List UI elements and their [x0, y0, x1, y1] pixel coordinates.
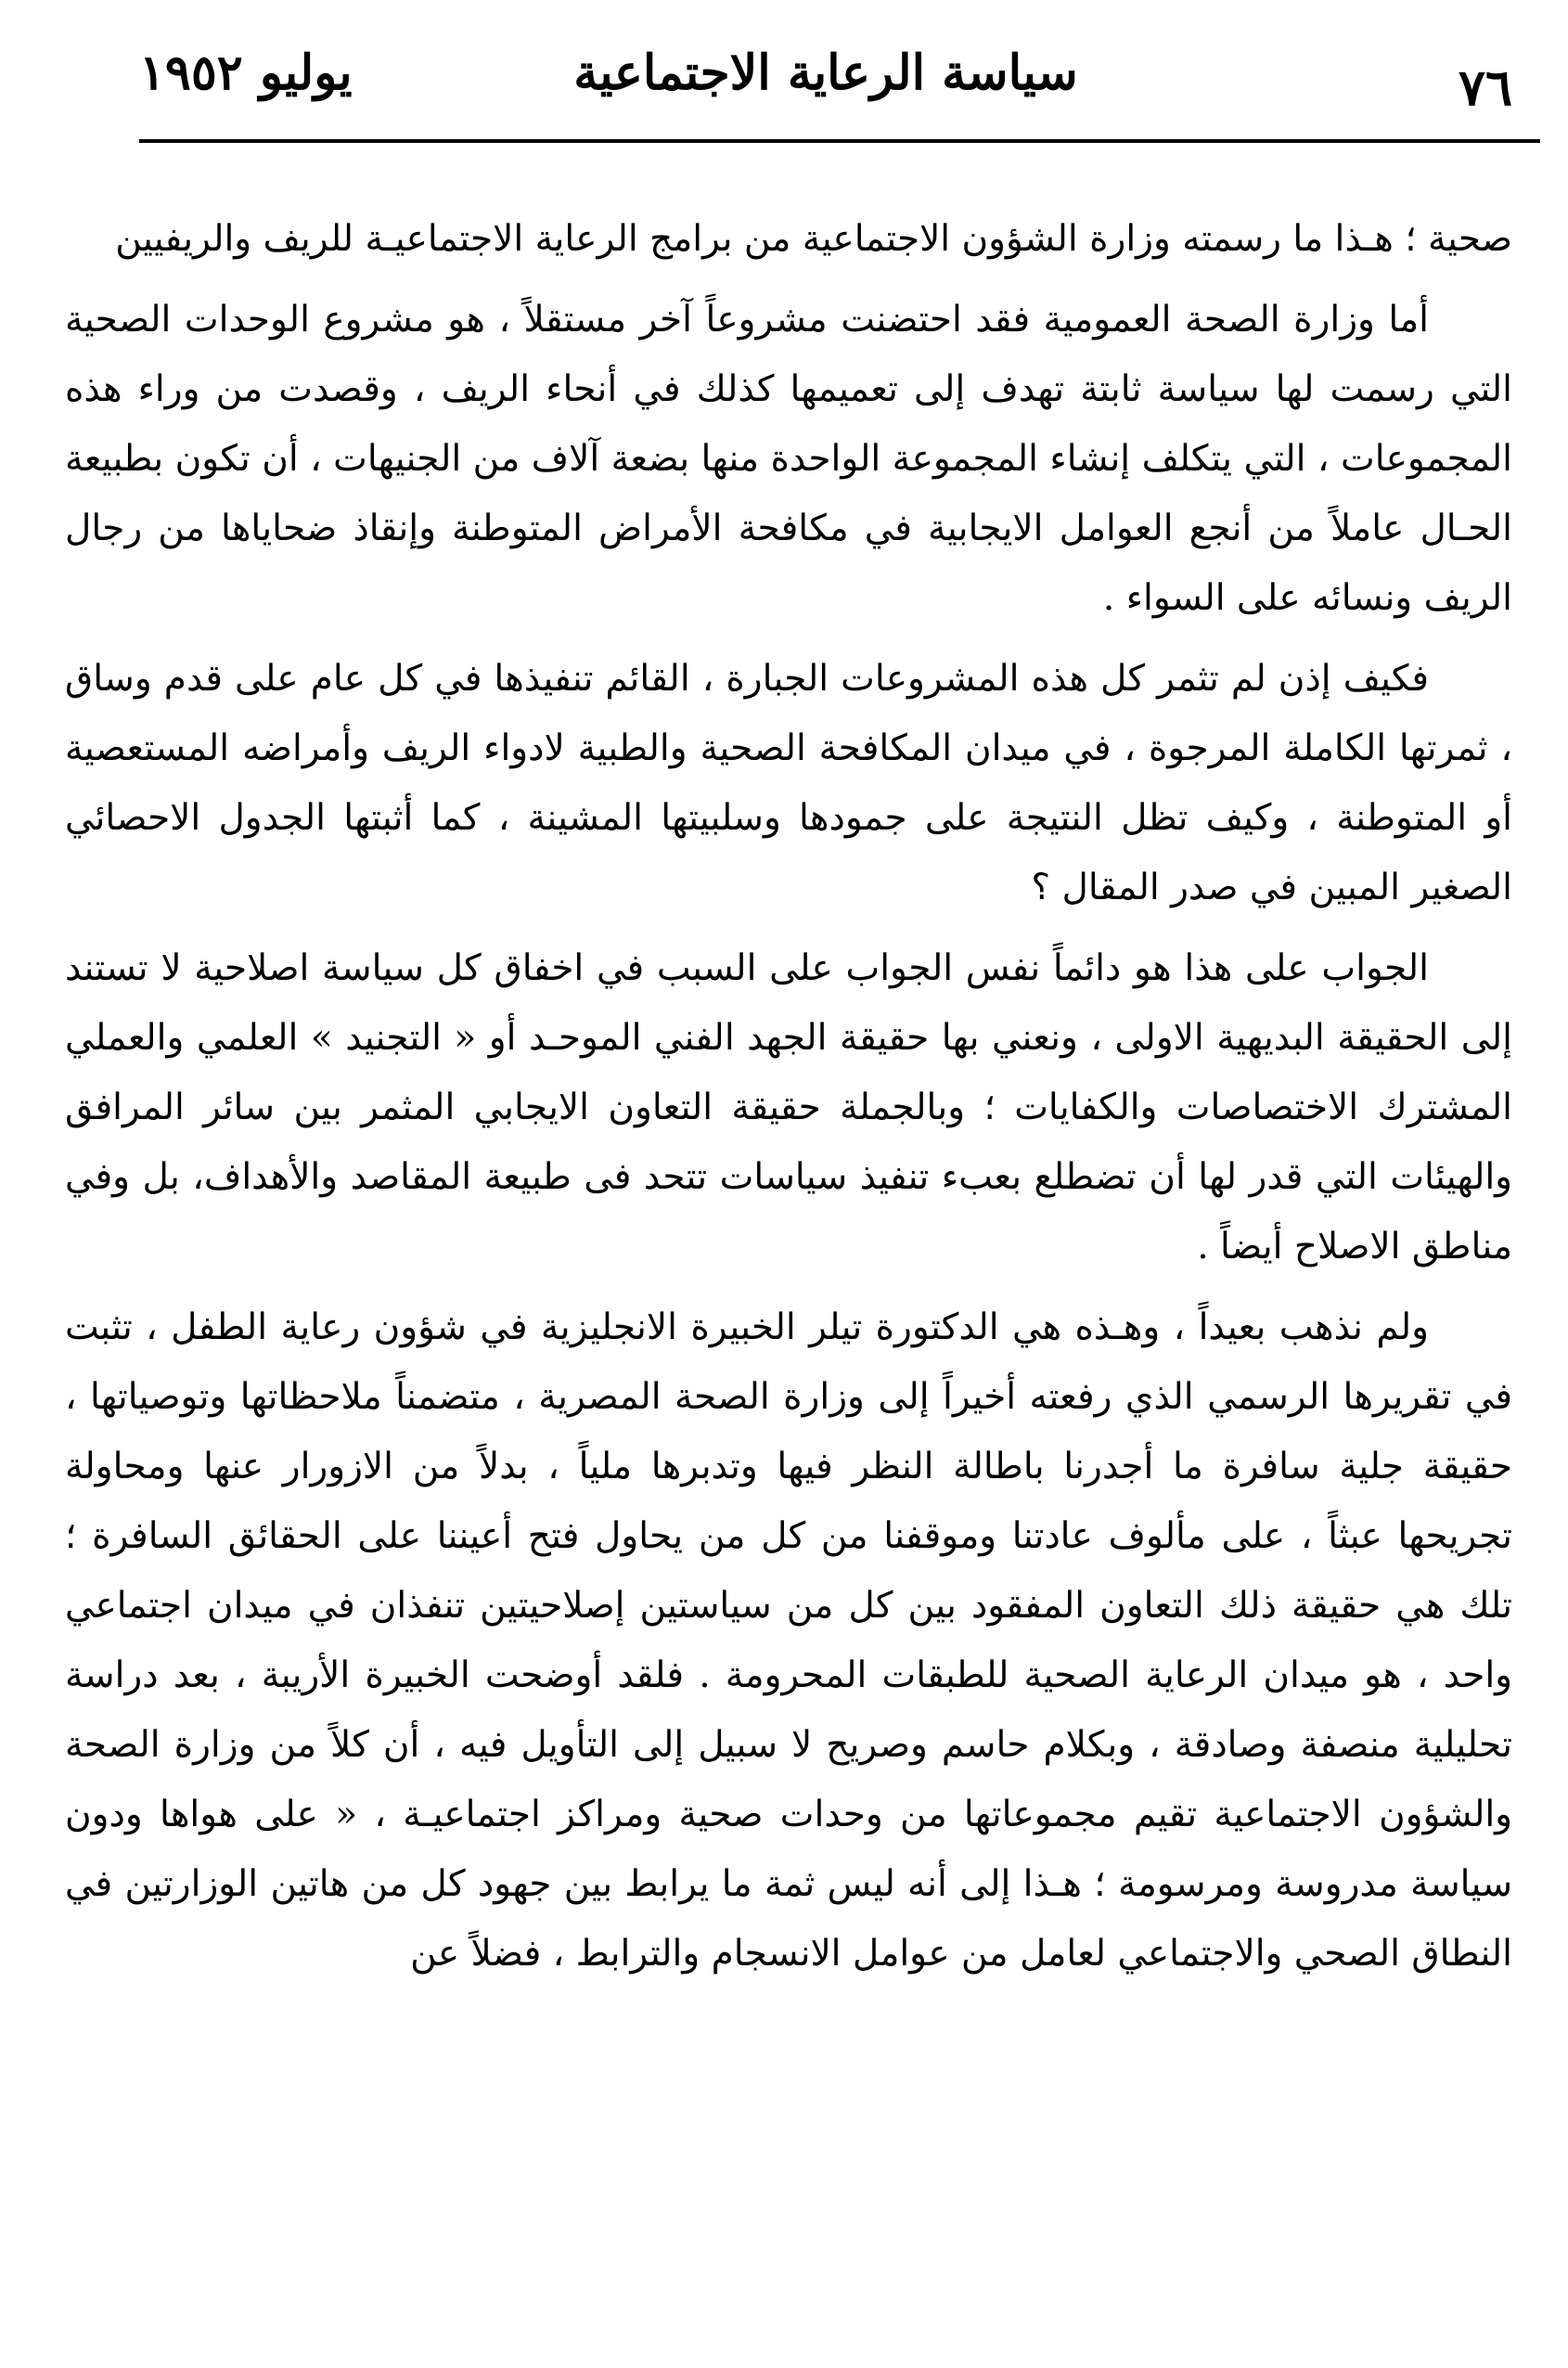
- page-number: ٧٦: [1458, 58, 1512, 117]
- running-head: [139, 26, 1512, 128]
- journal-title: سياسة الرعاية الاجتماعية: [573, 45, 1078, 101]
- paragraph-expert-report: ولم نذهب بعيداً ، وهـذه هي الدكتورة تيلر الخبيرة الانجليزية في شؤون رعاية الطفل ، تثبت في تقريرها الرسمي الذي رفعته أخيراً إلى وزارة الصحة المصرية ، متضمناً ملاحظاتها وتوصياتها ، حقيقة جلية سافرة ما أجدرنا باطالة النظر فيها وتدبرها ملياً ، بدلاً من الازورار عنها ومحاولة تجريحها عبثاً ، على مألوف عادتنا وموقفنا من كل من يحاول فتح أعيننا على الحقائق السافرة ؛ تلك هي حقيقة ذلك التعاون المفقود بين كل من سياستين إصلاحيتين تنفذان في ميدان اجتماعي واحد ، هو ميدان الرعاية الصحية للطبقات المحرومة . فلقد أوضحت الخبيرة الأريبة ، بعد دراسة تحليلية منصفة وصادقة ، وبكلام حاسم وصريح لا سبيل إلى التأويل فيه ، أن كلاً من وزارة الصحة والشؤون الاجتماعية تقيم مجموعاتها من وحدات صحية ومراكز اجتماعيـة ، « على هواها ودون سياسة مدروسة ومرسومة ؛ هـذا إلى أنه ليس ثمة ما يرابط بين جهود كل من هاتين الوزارتين في النطاق الصحي والاجتماعي لعامل من عوامل الانسجام والترابط ، فضلاً عن: [65, 1306, 1513, 1975]
- issue-date: يوليو ١٩٥٢: [139, 45, 353, 101]
- paragraph-continuation: صحية ؛ هـذا ما رسمته وزارة الشؤون الاجتماعية من برامج الرعاية الاجتماعيـة للريف والريفيين: [115, 218, 1512, 260]
- article-body: [65, 204, 1512, 1988]
- paragraph-question: فكيف إذن لم تثمر كل هذه المشروعات الجبارة ، القائم تنفيذها في كل عام على قدم وساق ، ثمرتها الكاملة المرجوة ، في ميدان المكافحة الصحية والطبية لادواء الريف وأمراضه المستعصية أو المتوطنة ، وكيف تظل النتيجة على جمودها وسلبيتها المشينة ، كما أثبتها الجدول الاحصائي الصغير المبين في صدر المقال ؟: [65, 658, 1512, 908]
- paragraph-answer: الجواب على هذا هو دائماً نفس الجواب على السبب في اخفاق كل سياسة اصلاحية لا تستند إلى الحقيقة البديهية الاولى ، ونعني بها حقيقة الجهد الفني الموحـد أو « التجنيد » العلمي والعملي المشترك الاختصاصات والكفايات ؛ وبالجملة حقيقة التعاون الايجابي المثمر بين سائر المرافق والهيئات التي قدر لها أن تضطلع بعبء تنفيذ سياسات تتحد فى طبيعة المقاصد والأهداف، بل وفي مناطق الاصلاح أيضاً .: [65, 947, 1512, 1268]
- header-rule: [139, 139, 1540, 143]
- paragraph-health-ministry: أما وزارة الصحة العمومية فقد احتضنت مشروعاً آخر مستقلاً ، هو مشروع الوحدات الصحية التي رسمت لها سياسة ثابتة تهدف إلى تعميمها كذلك في أنحاء الريف ، وقصدت من وراء هذه المجموعات ، التي يتكلف إنشاء المجموعة الواحدة منها بضعة آلاف من الجنيهات ، أن تكون بطبيعة الحـال عاملاً من أنجع العوامل الايجابية في مكافحة الأمراض المتوطنة وإنقاذ ضحاياها من رجال الريف ونسائه على السواء .: [65, 299, 1512, 619]
